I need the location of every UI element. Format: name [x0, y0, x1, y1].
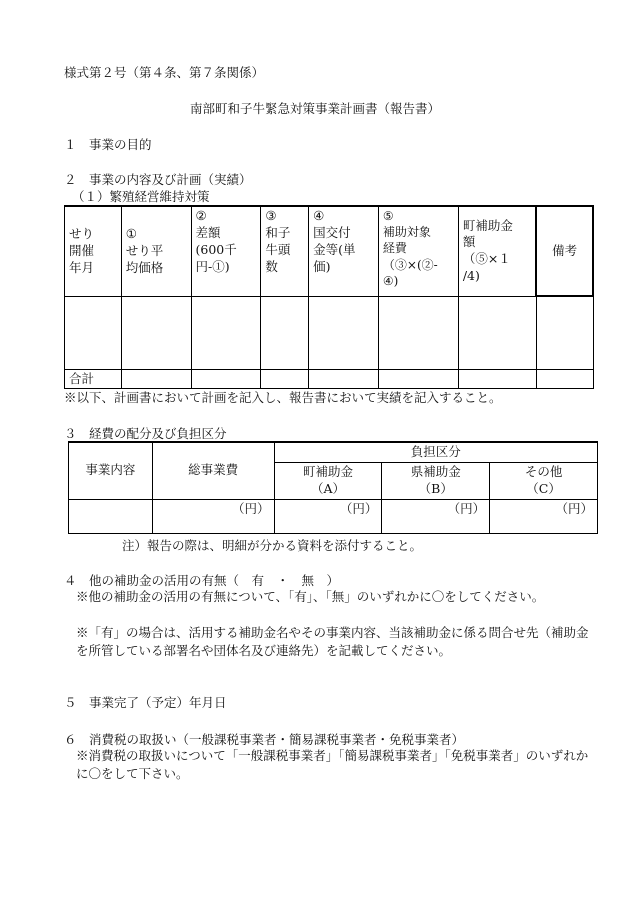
header-town-subsidy: [274, 462, 382, 499]
other-code: （C）: [526, 480, 561, 496]
unit-label: （円）: [232, 500, 270, 516]
other-cell[interactable]: [490, 499, 598, 533]
total-cell[interactable]: [121, 369, 191, 389]
breeding-plan-table: [64, 205, 594, 389]
prefecture-subsidy-label: 県補助金: [410, 463, 461, 479]
header-town-subsidy: 町補助金 額 （⑤×１ /4): [458, 206, 536, 296]
section-6-heading: ６ 消費税の取扱い（一般課税事業者・簡易課税事業者・免税事業者）: [64, 732, 465, 747]
town-subsidy-cell[interactable]: [274, 499, 382, 533]
form-number: 様式第２号（第４条、第７条関係）: [64, 65, 265, 80]
total-cost-cell[interactable]: [152, 499, 274, 533]
header-difference: ② 差額 (600千 円-①): [191, 206, 261, 296]
expense-allocation-table: [68, 441, 598, 534]
data-cell[interactable]: [121, 296, 191, 369]
data-cell[interactable]: [309, 296, 379, 369]
header-project-content: 事業内容: [69, 442, 153, 499]
section-2-heading: ２ 事業の内容及び計画（実績）: [64, 172, 252, 187]
total-cell[interactable]: [191, 369, 261, 389]
section-4-note-2: ※「有」の場合は、活用する補助金名やその事業内容、当該補助金に係る問合せ先（補助金を所管している部署名や団体名及び連絡先）を記載してください。: [76, 625, 589, 658]
total-cell[interactable]: [309, 369, 379, 389]
section-6-note: ※消費税の取扱いについて「一般課税事業者」「簡易課税事業者」「免税事業者」のいずれかに〇をして下さい。: [76, 748, 589, 781]
data-cell[interactable]: [378, 296, 458, 369]
total-cell[interactable]: [261, 369, 309, 389]
section-2-note: ※以下、計画書において計画を記入し、報告書において実績を記入すること。: [64, 390, 502, 405]
section-3-heading: ３ 経費の配分及び負担区分: [64, 426, 227, 441]
section-5-heading: ５ 事業完了（予定）年月日: [64, 695, 227, 710]
unit-label: （円）: [339, 500, 378, 516]
section-2-subheading: （１）繁殖経営維持対策: [72, 189, 210, 204]
data-cell[interactable]: [65, 296, 122, 369]
document-title: 南部町和子牛緊急対策事業計画書（報告書）: [189, 101, 440, 116]
header-national-grant: ④ 国交付 金等(単 価): [309, 206, 379, 296]
unit-label: （円）: [555, 500, 593, 516]
header-calf-count: ③ 和子 牛頭 数: [261, 206, 309, 296]
header-prefecture-subsidy: [382, 462, 490, 499]
other-label: その他: [524, 463, 563, 479]
header-remarks: 備考: [536, 206, 593, 296]
town-subsidy-code: （A）: [310, 480, 345, 496]
town-subsidy-label: 町補助金: [302, 463, 353, 479]
data-cell[interactable]: [458, 296, 536, 369]
section-3-note: 注）報告の際は、明細が分かる資料を添付すること。: [122, 538, 423, 553]
total-cell[interactable]: [536, 369, 593, 389]
unit-label: （円）: [447, 500, 486, 516]
section-4-note-1: ※他の補助金の活用の有無について、「有」、「無」のいずれかに〇をしてください。: [76, 589, 545, 604]
header-average-price: ① せり平 均価格: [121, 206, 191, 296]
header-other: [490, 462, 598, 499]
total-cell[interactable]: [458, 369, 536, 389]
prefecture-subsidy-cell[interactable]: [382, 499, 490, 533]
header-eligible-expense: ⑤ 補助対象 経費 （③×(②- ④): [378, 206, 458, 296]
total-cell[interactable]: [378, 369, 458, 389]
prefecture-subsidy-code: （B）: [418, 480, 453, 496]
header-total-cost: 総事業費: [152, 442, 274, 499]
header-burden-division: 負担区分: [274, 442, 597, 462]
data-cell[interactable]: [261, 296, 309, 369]
project-content-cell[interactable]: [69, 499, 153, 533]
total-label: 合計: [65, 369, 122, 389]
section-4-heading: ４ 他の補助金の活用の有無（ 有 ・ 無 ）: [64, 573, 340, 588]
data-cell[interactable]: [536, 296, 593, 369]
section-1-heading: １ 事業の目的: [64, 137, 152, 152]
header-auction-month: せり 開催 年月: [65, 206, 122, 296]
data-cell[interactable]: [191, 296, 261, 369]
